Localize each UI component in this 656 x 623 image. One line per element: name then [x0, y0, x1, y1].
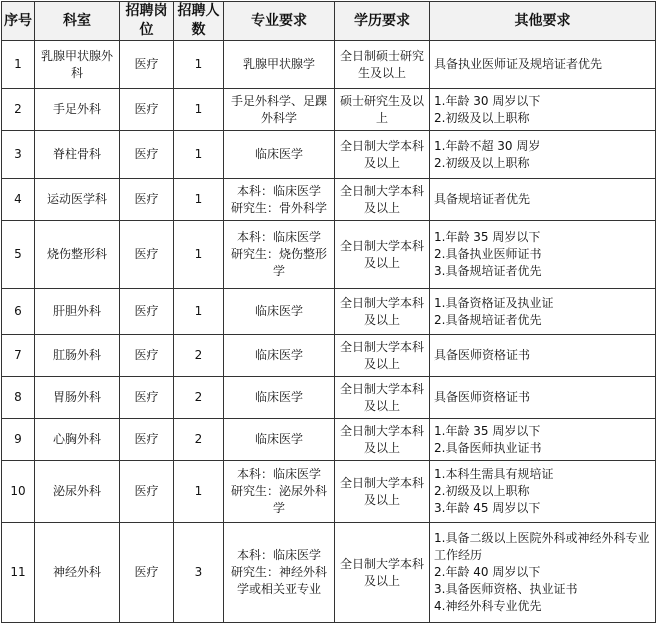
row-edu-cell: 全日制大学本科及以上 [335, 461, 430, 523]
recruitment-table [1, 1, 656, 623]
table-row [2, 523, 656, 623]
row-post-cell: 医疗 [120, 179, 174, 221]
row-other-cell [430, 461, 656, 523]
table-row [2, 179, 656, 221]
row-major-cell [224, 41, 335, 89]
major-line: 研究生：泌尿外科学 [230, 484, 327, 515]
row-edu-cell: 全日制大学本科及以上 [335, 523, 430, 623]
row-count-cell: 1 [174, 221, 224, 289]
row-post-cell: 医疗 [120, 419, 174, 461]
row-post-cell: 医疗 [120, 523, 174, 623]
row-edu-cell: 全日制大学本科及以上 [335, 377, 430, 419]
row-major-cell [224, 289, 335, 335]
row-no-cell: 7 [2, 335, 35, 377]
row-dept-cell: 烧伤整形科 [35, 221, 120, 289]
row-edu-cell: 全日制大学本科及以上 [335, 289, 430, 335]
header-no: 序号 [2, 2, 35, 41]
major-line: 本科：临床医学 [236, 183, 321, 198]
other-line: 3.年龄 45 周岁以下 [434, 501, 541, 515]
major-line: 本科：临床医学 [236, 548, 321, 562]
table-row [2, 335, 656, 377]
table-row [2, 89, 656, 131]
table-row [2, 41, 656, 89]
major-line: 乳腺甲状腺学 [242, 57, 315, 71]
row-dept-cell: 神经外科 [35, 523, 120, 623]
header-edu: 学历要求 [335, 2, 430, 41]
row-count-cell: 1 [174, 41, 224, 89]
row-dept-cell: 泌尿外科 [35, 461, 120, 523]
other-line: 2.具备医师执业证书 [434, 440, 542, 455]
row-edu-cell: 全日制大学本科及以上 [335, 179, 430, 221]
row-major-cell [224, 335, 335, 377]
row-dept-cell: 乳腺甲状腺外科 [35, 41, 120, 89]
row-no-cell: 2 [2, 89, 35, 131]
other-line: 具备执业医师证及规培证者优先 [434, 57, 603, 71]
row-count-cell: 1 [174, 289, 224, 335]
table-body [2, 41, 656, 623]
header-dept: 科室 [35, 2, 120, 41]
other-line: 1.具备二级以上医院外科或神经外科专业工作经历 [434, 531, 650, 562]
row-post-cell: 医疗 [120, 221, 174, 289]
row-dept-cell: 脊柱骨科 [35, 131, 120, 179]
row-count-cell: 3 [174, 523, 224, 623]
row-edu-cell: 全日制大学本科及以上 [335, 419, 430, 461]
row-other-cell [430, 41, 656, 89]
row-count-cell: 1 [174, 179, 224, 221]
row-other-cell [430, 419, 656, 461]
major-line: 临床医学 [254, 432, 303, 446]
other-line: 3.具备医师资格、执业证书 [434, 582, 578, 596]
table-row [2, 419, 656, 461]
row-no-cell: 3 [2, 131, 35, 179]
header-row [2, 2, 656, 41]
major-line: 研究生：骨外科学 [230, 200, 327, 215]
row-no-cell: 5 [2, 221, 35, 289]
row-other-cell [430, 523, 656, 623]
header-post: 招聘岗位 [120, 2, 174, 41]
row-other-cell [430, 289, 656, 335]
row-post-cell: 医疗 [120, 131, 174, 179]
other-line: 2.初级及以上职称 [434, 484, 530, 498]
row-edu-cell: 全日制大学本科及以上 [335, 221, 430, 289]
table-row [2, 377, 656, 419]
other-line: 2.具备执业医师证书 [434, 247, 542, 261]
row-major-cell [224, 179, 335, 221]
row-post-cell: 医疗 [120, 89, 174, 131]
row-major-cell [224, 89, 335, 131]
row-no-cell: 11 [2, 523, 35, 623]
major-line: 手足外科学、足踝外科学 [230, 93, 327, 125]
other-line: 具备规培证者优先 [434, 192, 531, 206]
row-major-cell [224, 221, 335, 289]
header-major: 专业要求 [224, 2, 335, 41]
row-count-cell: 1 [174, 89, 224, 131]
other-line: 2.初级及以上职称 [434, 110, 530, 125]
other-line: 1.年龄 35 周岁以下 [434, 423, 541, 438]
row-other-cell [430, 377, 656, 419]
other-line: 1.本科生需具有规培证 [434, 467, 554, 481]
other-line: 4.神经外科专业优先 [434, 599, 542, 613]
row-dept-cell: 心胸外科 [35, 419, 120, 461]
major-line: 本科：临床医学 [236, 467, 321, 481]
row-major-cell [224, 131, 335, 179]
other-line: 1.年龄 35 周岁以下 [434, 230, 541, 244]
row-other-cell [430, 89, 656, 131]
row-no-cell: 6 [2, 289, 35, 335]
row-edu-cell: 全日制大学本科及以上 [335, 335, 430, 377]
row-no-cell: 10 [2, 461, 35, 523]
major-line: 本科：临床医学 [236, 230, 321, 244]
row-other-cell [430, 131, 656, 179]
other-line: 2.年龄 40 周岁以下 [434, 565, 541, 579]
major-line: 研究生：烧伤整形学 [230, 247, 327, 278]
other-line: 具备医师资格证书 [434, 348, 531, 362]
row-no-cell: 8 [2, 377, 35, 419]
row-dept-cell: 胃肠外科 [35, 377, 120, 419]
other-line: 2.初级及以上职称 [434, 155, 530, 170]
other-line: 3.具备规培证者优先 [434, 264, 542, 278]
other-line: 1.具备资格证及执业证 [434, 295, 554, 310]
row-major-cell [224, 523, 335, 623]
row-post-cell: 医疗 [120, 41, 174, 89]
row-post-cell: 医疗 [120, 335, 174, 377]
row-post-cell: 医疗 [120, 289, 174, 335]
row-dept-cell: 肝胆外科 [35, 289, 120, 335]
row-post-cell: 医疗 [120, 377, 174, 419]
row-dept-cell: 手足外科 [35, 89, 120, 131]
row-major-cell [224, 377, 335, 419]
other-line: 2.具备规培证者优先 [434, 312, 542, 327]
row-edu-cell: 硕士研究生及以上 [335, 89, 430, 131]
row-major-cell [224, 461, 335, 523]
major-line: 临床医学 [254, 304, 303, 318]
row-other-cell [430, 335, 656, 377]
table-row [2, 289, 656, 335]
table-row [2, 131, 656, 179]
other-line: 具备医师资格证书 [434, 390, 531, 404]
row-no-cell: 9 [2, 419, 35, 461]
row-no-cell: 1 [2, 41, 35, 89]
major-line: 研究生：神经外科学或相关亚专业 [230, 565, 327, 596]
row-count-cell: 1 [174, 461, 224, 523]
row-other-cell [430, 221, 656, 289]
major-line: 临床医学 [254, 348, 303, 362]
row-count-cell: 2 [174, 419, 224, 461]
row-dept-cell: 肛肠外科 [35, 335, 120, 377]
row-other-cell [430, 179, 656, 221]
other-line: 1.年龄 30 周岁以下 [434, 93, 541, 108]
row-count-cell: 1 [174, 131, 224, 179]
row-edu-cell: 全日制硕士研究生及以上 [335, 41, 430, 89]
other-line: 1.年龄不超 30 周岁 [434, 138, 541, 153]
row-dept-cell: 运动医学科 [35, 179, 120, 221]
row-count-cell: 2 [174, 377, 224, 419]
header-count: 招聘人数 [174, 2, 224, 41]
row-count-cell: 2 [174, 335, 224, 377]
table-row [2, 461, 656, 523]
row-no-cell: 4 [2, 179, 35, 221]
table-row [2, 221, 656, 289]
row-post-cell: 医疗 [120, 461, 174, 523]
row-major-cell [224, 419, 335, 461]
row-edu-cell: 全日制大学本科及以上 [335, 131, 430, 179]
major-line: 临床医学 [254, 147, 303, 161]
header-other: 其他要求 [430, 2, 656, 41]
major-line: 临床医学 [254, 390, 303, 404]
